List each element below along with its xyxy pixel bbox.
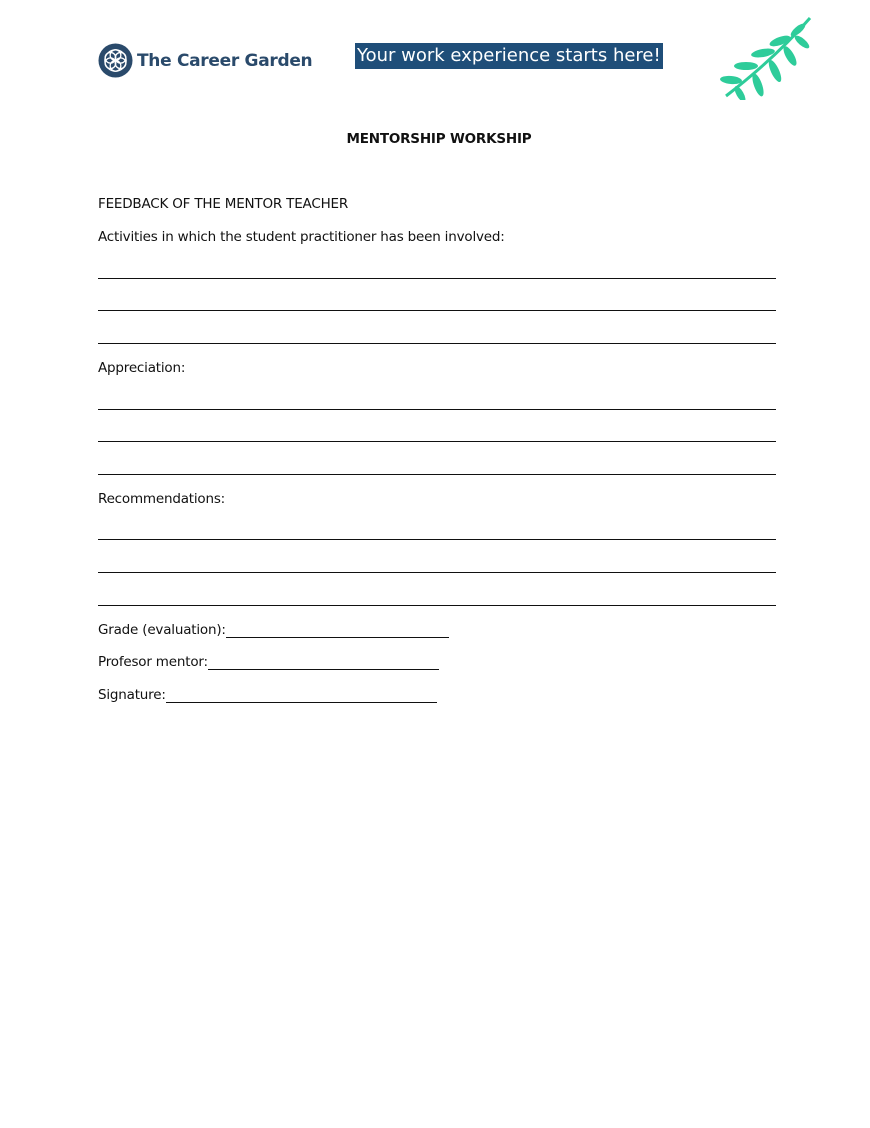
mentor-input-line[interactable] bbox=[208, 655, 439, 670]
appreciation-line-1[interactable] bbox=[98, 409, 776, 410]
grade-input-line[interactable] bbox=[226, 623, 449, 638]
recommendations-line-3[interactable] bbox=[98, 605, 776, 606]
recommendations-label: Recommendations: bbox=[98, 491, 226, 507]
activities-line-1[interactable] bbox=[98, 278, 776, 279]
signature-input-line[interactable] bbox=[166, 688, 437, 703]
logo bbox=[98, 43, 312, 78]
mentor-field bbox=[98, 654, 439, 670]
tagline: Your work experience starts here! bbox=[355, 43, 663, 69]
signature-field bbox=[98, 687, 437, 703]
grade-label: Grade (evaluation): bbox=[98, 622, 226, 638]
activities-line-2[interactable] bbox=[98, 310, 776, 311]
grade-field bbox=[98, 622, 449, 638]
activities-label: Activities in which the student practitioner has been involved: bbox=[98, 229, 505, 245]
signature-label: Signature: bbox=[98, 687, 166, 703]
leaf-branch-icon bbox=[720, 16, 814, 100]
logo-text: The Career Garden bbox=[137, 50, 313, 71]
recommendations-line-1[interactable] bbox=[98, 539, 776, 540]
section-heading: FEEDBACK OF THE MENTOR TEACHER bbox=[98, 196, 349, 212]
document-title: MENTORSHIP WORKSHIP bbox=[346, 131, 532, 147]
recommendations-line-2[interactable] bbox=[98, 572, 776, 573]
appreciation-label: Appreciation: bbox=[98, 360, 186, 376]
appreciation-line-3[interactable] bbox=[98, 474, 776, 475]
flower-of-life-icon bbox=[98, 43, 133, 78]
appreciation-line-2[interactable] bbox=[98, 441, 776, 442]
activities-line-3[interactable] bbox=[98, 343, 776, 344]
mentor-label: Profesor mentor: bbox=[98, 654, 208, 670]
